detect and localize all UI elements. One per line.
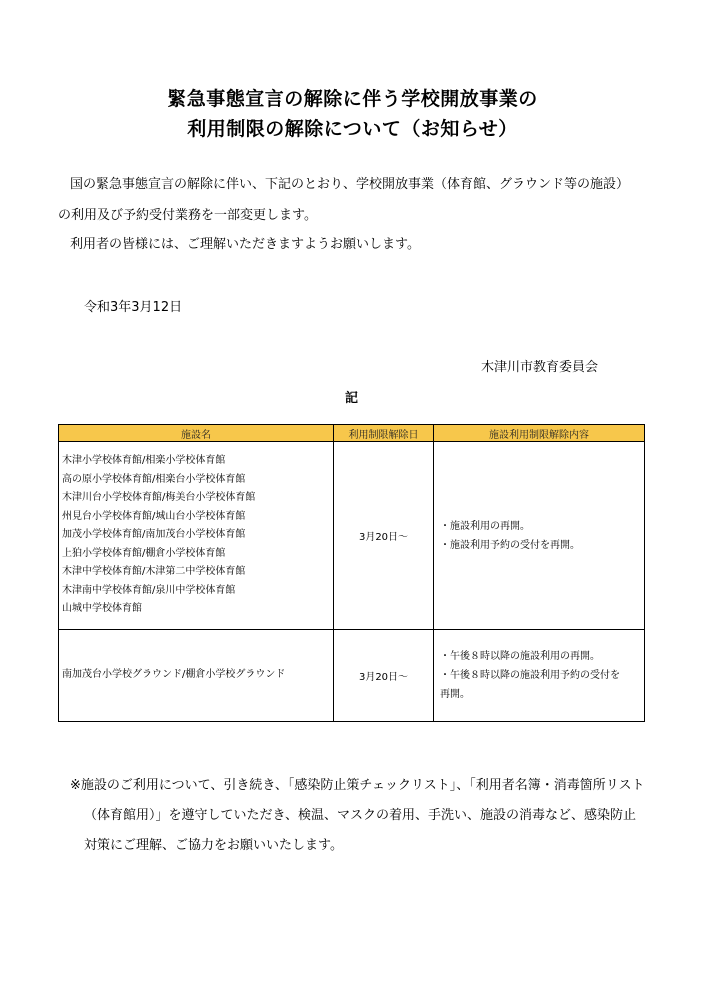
release-content — [434, 630, 645, 722]
ki-heading: 記 — [345, 391, 359, 406]
table-row — [59, 630, 645, 722]
facility-item: 木津南中学校体育館/泉川中学校体育館 — [62, 584, 236, 596]
table-header-row — [59, 425, 645, 442]
content-item: ・施設利用予約の受付を再開。 — [440, 539, 580, 551]
table-row — [59, 442, 645, 630]
facility-item: 木津中学校体育館/木津第二中学校体育館 — [62, 566, 246, 578]
intro-line-1: 国の緊急事態宣言の解除に伴い、下記のとおり、学校開放事業（体育館、グラウンド等の施設） — [70, 177, 630, 192]
note-line-3: 対策にご理解、ご協力をお願いいたします。 — [84, 838, 343, 853]
facility-item: 木津小学校体育館/相楽小学校体育館 — [62, 455, 226, 467]
header-facility-name: 施設名 — [59, 425, 334, 442]
facility-list — [59, 442, 334, 630]
facility-item: 高の原小学校体育館/相楽台小学校体育館 — [62, 473, 246, 485]
note-line-2: （体育館用）」を遵守していただき、検温、マスクの着用、手洗い、施設の消毒など、感染防止 — [84, 808, 636, 823]
facility-table — [58, 424, 645, 722]
header-release-content: 施設利用制限解除内容 — [434, 425, 645, 442]
release-date: 3月20日～ — [334, 442, 434, 630]
facility-item: 州見台小学校体育館/城山台小学校体育館 — [62, 510, 246, 522]
issuer: 木津川市教育委員会 — [481, 360, 599, 375]
note-line-1: ※施設のご利用について、引き続き、「感染防止策チェックリスト」、「利用者名簿・消毒箇所リスト — [70, 778, 645, 793]
page-title-line-2: 利用制限の解除について（お知らせ） — [187, 118, 518, 140]
content-item: ・午後８時以降の施設利用予約の受付を — [440, 670, 620, 681]
intro-line-3: 利用者の皆様には、ご理解いただきますようお願いします。 — [70, 237, 420, 252]
facility-item: 山城中学校体育館 — [62, 603, 142, 615]
content-item: ・施設利用の再開。 — [440, 520, 530, 532]
content-item: ・午後８時以降の施設利用の再開。 — [440, 651, 600, 662]
release-content — [434, 442, 645, 630]
release-date: 3月20日～ — [334, 630, 434, 722]
header-release-date: 利用制限解除日 — [334, 425, 434, 442]
issue-date: 令和3年3月12日 — [84, 300, 183, 315]
facility-item: 南加茂台小学校グラウンド/棚倉小学校グラウンド — [62, 669, 286, 681]
facility-item: 上狛小学校体育館/棚倉小学校体育館 — [62, 547, 226, 559]
page-title-line-1: 緊急事態宣言の解除に伴う学校開放事業の — [167, 88, 538, 110]
content-item: 再開。 — [440, 689, 470, 700]
facility-item: 加茂小学校体育館/南加茂台小学校体育館 — [62, 529, 246, 541]
facility-item: 木津川台小学校体育館/梅美台小学校体育館 — [62, 492, 256, 504]
intro-line-2: の利用及び予約受付業務を一部変更します。 — [58, 208, 317, 223]
facility-list — [59, 630, 334, 722]
